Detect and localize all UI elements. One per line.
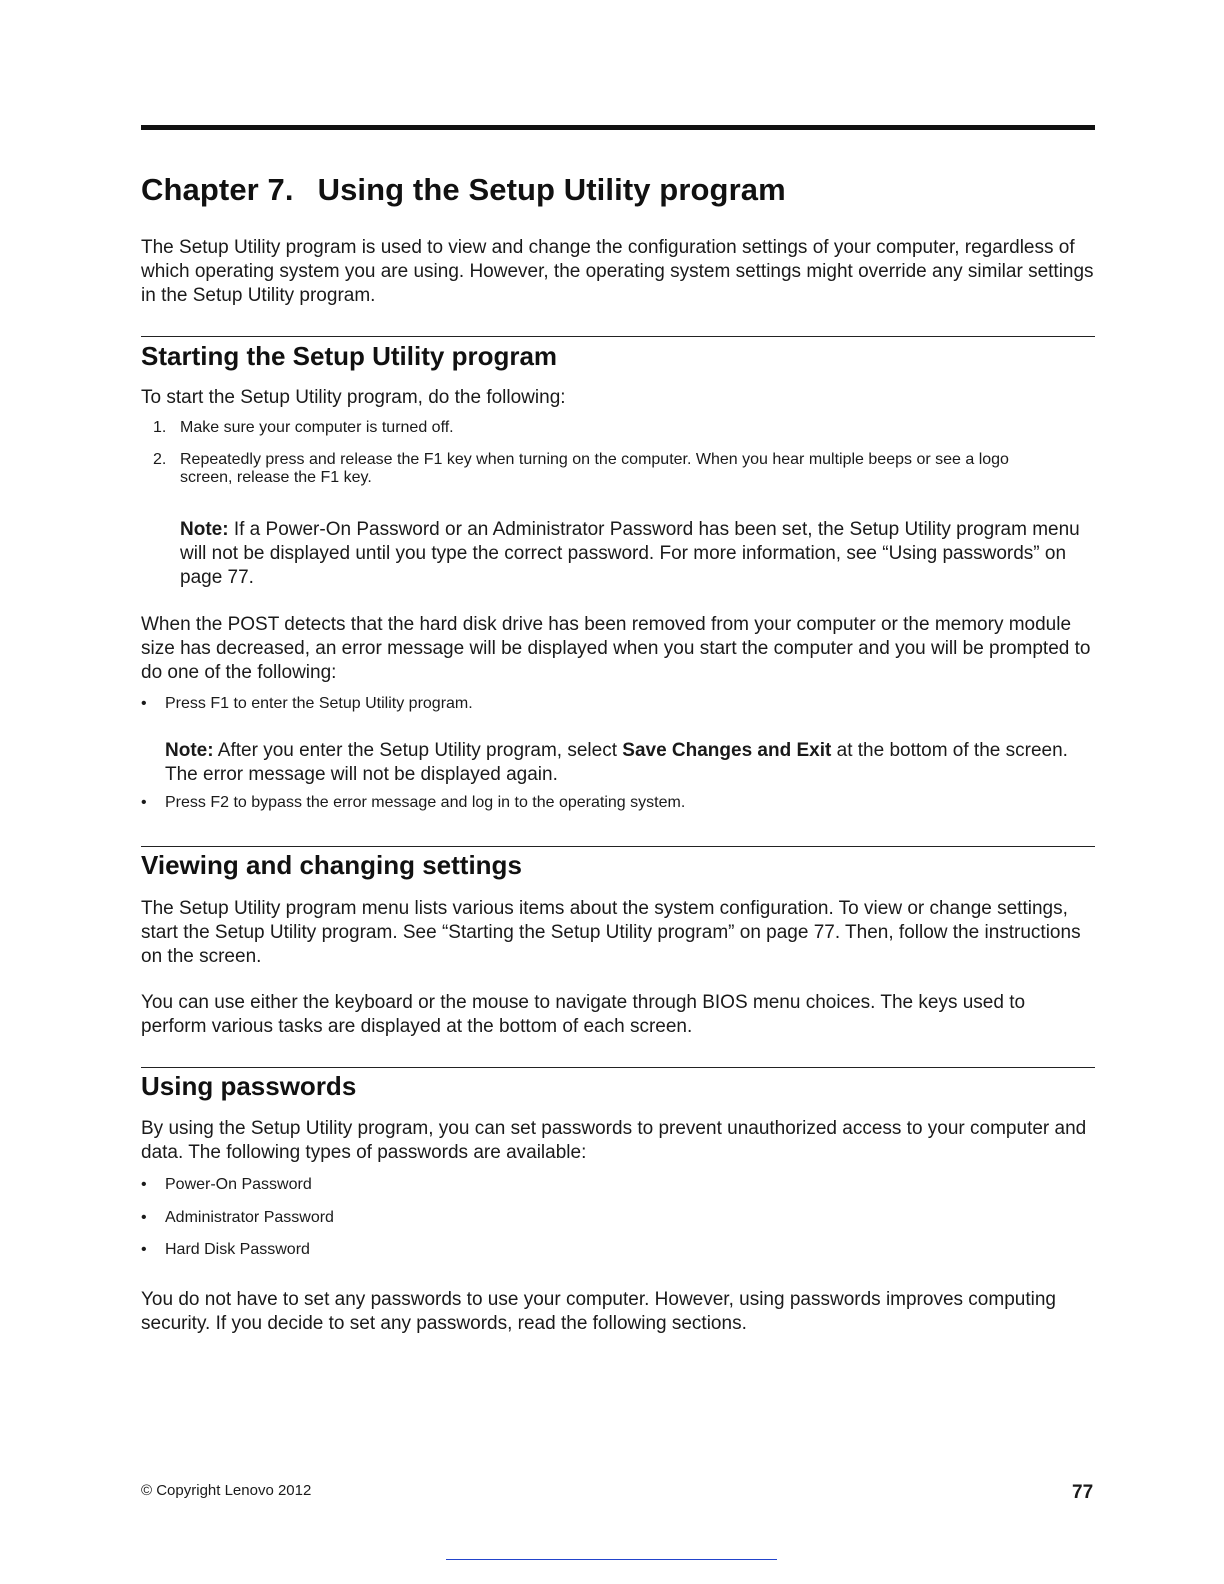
section-title-starting: Starting the Setup Utility program bbox=[141, 341, 558, 371]
bullet: • bbox=[141, 1209, 147, 1226]
list-item-text: Press F2 to bypass the error message and log in to the operating system. bbox=[165, 794, 686, 811]
note-text: After you enter the Setup Utility program, select bbox=[213, 740, 623, 761]
bullet: • bbox=[141, 1241, 147, 1258]
list-item bbox=[141, 1176, 1095, 1194]
chapter-title bbox=[141, 172, 786, 208]
starting-lead: To start the Setup Utility program, do the following: bbox=[141, 387, 566, 408]
passwords-paragraph-1: By using the Setup Utility program, you can set passwords to prevent unauthorized access to your computer and data. The following types of passwords are available: bbox=[141, 1118, 1087, 1163]
step-text: Repeatedly press and release the F1 key when turning on the computer. When you hear multiple beeps or see a logo screen, release the F1 key. bbox=[180, 451, 1009, 486]
viewing-paragraph-1: The Setup Utility program menu lists various items about the system configuration. To view or change settings, start the Setup Utility program. See “Starting the Setup Utility program” on page 77. Then, follow the instructions on the screen. bbox=[141, 898, 1081, 967]
section-rule-passwords bbox=[141, 1067, 1095, 1068]
bullet: • bbox=[141, 695, 147, 712]
bullet: • bbox=[141, 1176, 147, 1193]
step-number: 2. bbox=[153, 451, 167, 468]
list-item-text: Power-On Password bbox=[165, 1176, 312, 1193]
list-item-text: Press F1 to enter the Setup Utility program. bbox=[165, 695, 473, 712]
section-title-viewing: Viewing and changing settings bbox=[141, 850, 522, 880]
note-password bbox=[180, 518, 1085, 590]
list-item bbox=[141, 1209, 1095, 1227]
note-text: at the bottom of the screen. The error message will not be displayed again. bbox=[165, 740, 1068, 785]
list-item bbox=[141, 1241, 1095, 1259]
viewing-paragraph-2: You can use either the keyboard or the mouse to navigate through BIOS menu choices. The keys used to perform various tasks are displayed at the bottom of each screen. bbox=[141, 992, 1026, 1037]
section-title-passwords: Using passwords bbox=[141, 1071, 357, 1101]
save-changes-emphasis: Save Changes and Exit bbox=[622, 740, 832, 761]
note-text: If a Power-On Password or an Administrator Password has been set, the Setup Utility program menu will not be displayed until you type the correct password. For more information, see “Using passwords” on page 77. bbox=[180, 519, 1080, 588]
bottom-link-underline bbox=[446, 1559, 777, 1560]
note-label: Note: bbox=[180, 519, 229, 540]
section-rule-viewing bbox=[141, 846, 1095, 847]
note-save-changes bbox=[165, 739, 1070, 787]
step-item bbox=[153, 451, 1095, 487]
chapter-number: Chapter 7. bbox=[141, 172, 294, 207]
chapter-title-text: Using the Setup Utility program bbox=[317, 172, 786, 207]
passwords-paragraph-2: You do not have to set any passwords to use your computer. However, using passwords improves computing security. If you decide to set any passwords, read the following sections. bbox=[141, 1289, 1056, 1334]
post-paragraph: When the POST detects that the hard disk drive has been removed from your computer or the memory module size has decreased, an error message will be displayed when you start the computer and you will be prompted to do one of the following: bbox=[141, 614, 1091, 683]
footer-copyright: © Copyright Lenovo 2012 bbox=[141, 1482, 312, 1499]
bullet: • bbox=[141, 794, 147, 811]
step-number: 1. bbox=[153, 419, 167, 436]
list-item bbox=[141, 794, 1095, 812]
step-text: Make sure your computer is turned off. bbox=[180, 419, 454, 436]
chapter-intro: The Setup Utility program is used to view and change the configuration settings of your computer, regardless of which operating system you are using. However, the operating system settings might override any similar settings in the Setup Utility program. bbox=[141, 237, 1094, 306]
list-item-text: Hard Disk Password bbox=[165, 1241, 310, 1258]
page-number: 77 bbox=[1072, 1482, 1094, 1503]
note-label: Note: bbox=[165, 740, 214, 761]
list-item-text: Administrator Password bbox=[165, 1209, 334, 1226]
chapter-top-rule bbox=[141, 125, 1095, 130]
list-item bbox=[141, 695, 1095, 713]
step-item bbox=[153, 419, 1095, 437]
section-rule-starting bbox=[141, 336, 1095, 337]
